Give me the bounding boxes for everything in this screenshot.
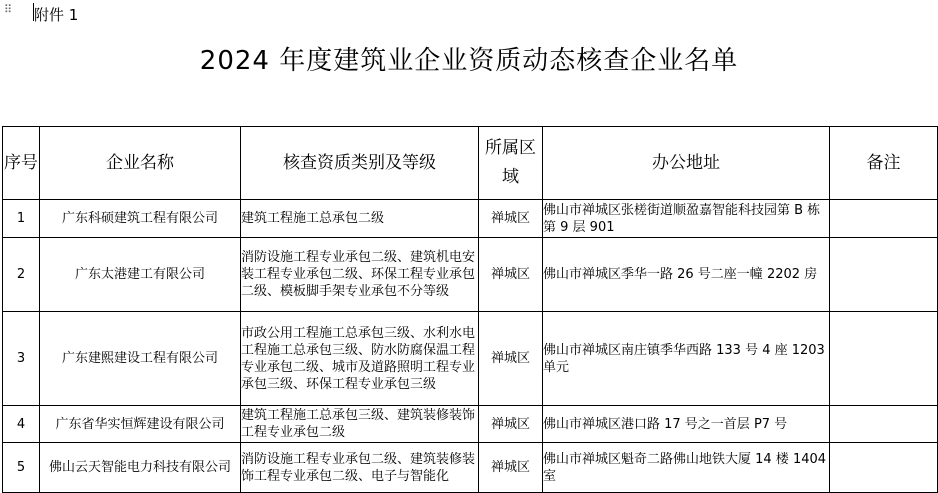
cell-district: 禅城区: [479, 443, 543, 493]
header-company: 企业名称: [40, 127, 241, 200]
cell-qualification: 消防设施工程专业承包二级、建筑装修装饰工程专业承包二级、电子与智能化: [241, 443, 479, 493]
cell-district: 禅城区: [479, 200, 543, 238]
cell-qualification: 消防设施工程专业承包二级、建筑机电安装工程专业承包二级、环保工程专业承包二级、模板脚手架专业承包不分等级: [241, 238, 479, 312]
table-row: [3, 200, 938, 238]
cell-seq: 1: [3, 200, 40, 238]
cell-district: 禅城区: [479, 406, 543, 443]
company-list-table: [2, 126, 938, 493]
header-address: 办公地址: [543, 127, 830, 200]
drag-handle-icon[interactable]: ⠿: [4, 3, 12, 16]
cell-seq: 2: [3, 238, 40, 312]
table-row: [3, 312, 938, 406]
cell-company: 广东科硕建筑工程有限公司: [40, 200, 241, 238]
table-row: [3, 238, 938, 312]
cell-company: 广东建熙建设工程有限公司: [40, 312, 241, 406]
header-seq: 序号: [3, 127, 40, 200]
document-title: 2024 年度建筑业企业资质动态核查企业名单: [199, 46, 739, 76]
cell-seq: 4: [3, 406, 40, 443]
cell-company: 广东省华实恒辉建设有限公司: [40, 406, 241, 443]
cell-address: 佛山市禅城区南庄镇季华西路 133 号 4 座 1203 单元: [543, 312, 830, 406]
header-district: 所属区域: [479, 127, 543, 200]
cell-address: 佛山市禅城区魁奇二路佛山地铁大厦 14 楼 1404 室: [543, 443, 830, 493]
cell-remarks: [830, 312, 938, 406]
cell-district: 禅城区: [479, 312, 543, 406]
header-qualification: 核查资质类别及等级: [241, 127, 479, 200]
cell-address: 佛山市禅城区港口路 17 号之一首层 P7 号: [543, 406, 830, 443]
cell-seq: 3: [3, 312, 40, 406]
header-remarks: 备注: [830, 127, 938, 200]
cell-remarks: [830, 238, 938, 312]
table-row: [3, 406, 938, 443]
table-row: [3, 443, 938, 493]
cell-qualification: 市政公用工程施工总承包三级、水利水电工程施工总承包三级、防水防腐保温工程专业承包二级、城市及道路照明工程专业承包三级、环保工程专业承包三级: [241, 312, 479, 406]
cell-company: 广东太港建工有限公司: [40, 238, 241, 312]
table-header-row: [3, 127, 938, 200]
cell-company: 佛山云天智能电力科技有限公司: [40, 443, 241, 493]
cell-address: 佛山市禅城区张槎街道顺盈嘉智能科技园第 B 栋第 9 层 901: [543, 200, 830, 238]
cell-qualification: 建筑工程施工总承包二级: [241, 200, 479, 238]
annex-label: 附件 1: [34, 6, 79, 24]
cell-district: 禅城区: [479, 238, 543, 312]
cell-remarks: [830, 200, 938, 238]
cell-address: 佛山市禅城区季华一路 26 号二座一幢 2202 房: [543, 238, 830, 312]
cell-seq: 5: [3, 443, 40, 493]
cell-qualification: 建筑工程施工总承包三级、建筑装修装饰工程专业承包二级: [241, 406, 479, 443]
cell-remarks: [830, 443, 938, 493]
cell-remarks: [830, 406, 938, 443]
